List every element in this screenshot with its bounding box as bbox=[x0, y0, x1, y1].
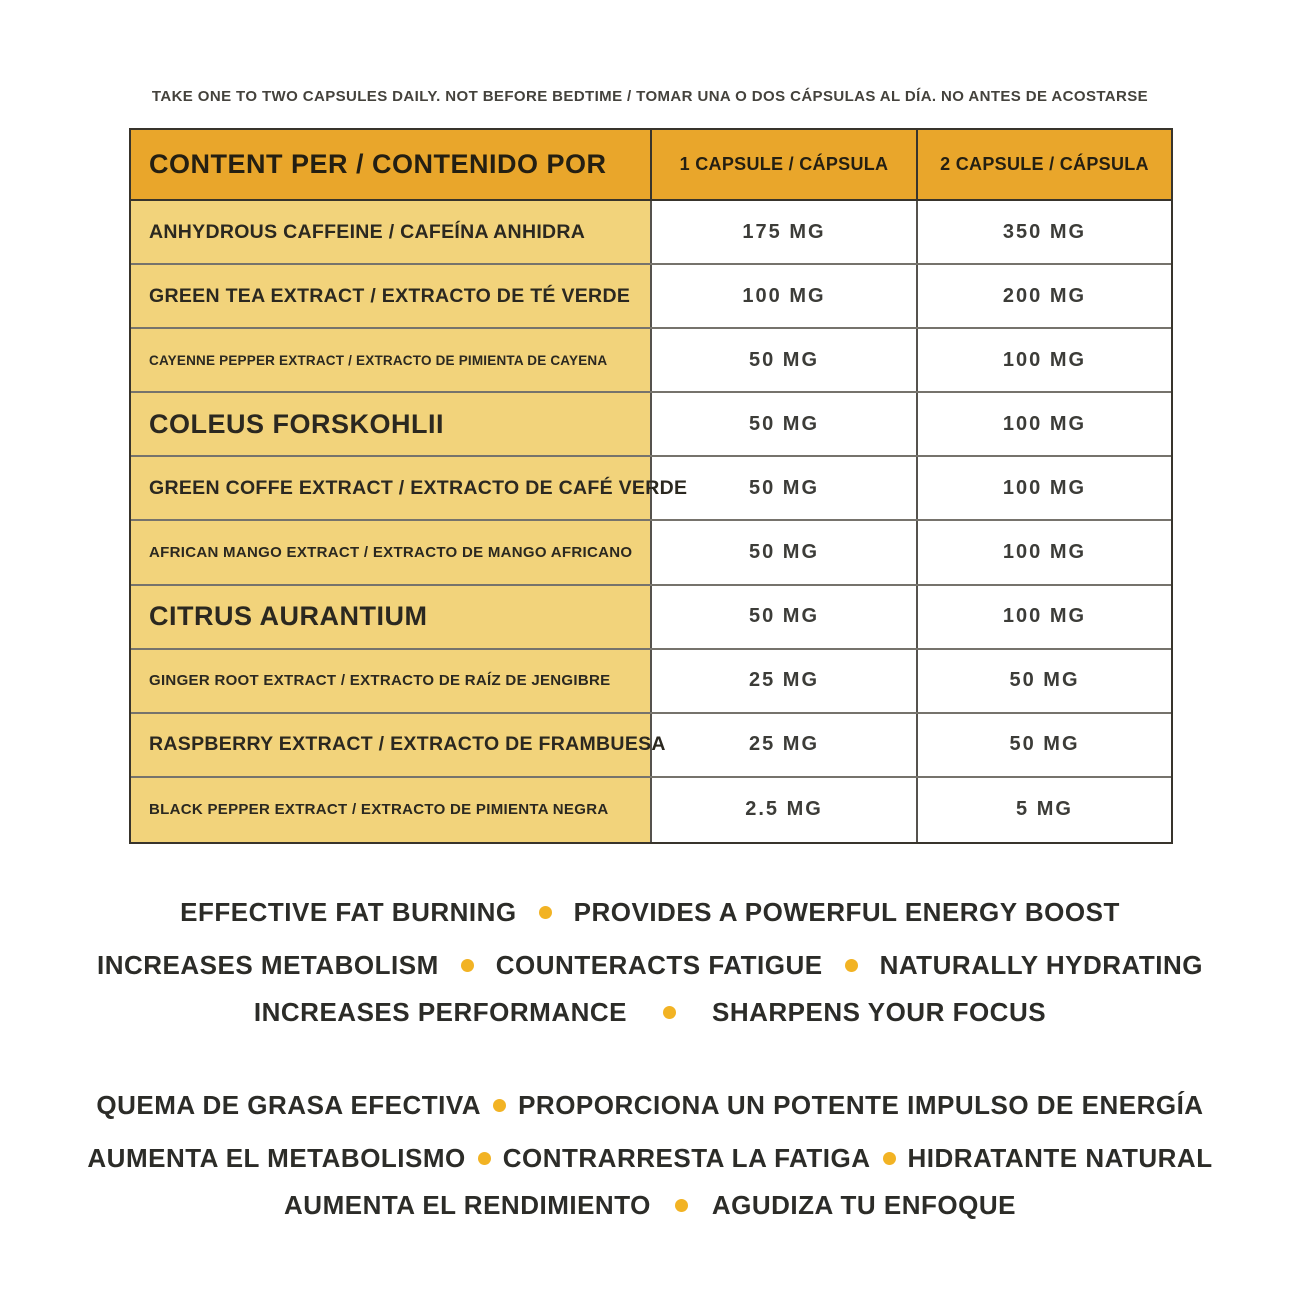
benefit-item: EFFECTIVE FAT BURNING bbox=[180, 897, 517, 927]
benefit-item: AUMENTA EL METABOLISMO bbox=[87, 1143, 466, 1173]
amount-2-capsule: 350 MG bbox=[1002, 220, 1087, 243]
table-row bbox=[131, 714, 1171, 778]
table-row bbox=[131, 586, 1171, 650]
amount-2-capsule: 100 MG bbox=[1002, 605, 1087, 628]
amount-2-capsule: 100 MG bbox=[1002, 348, 1087, 371]
benefit-line bbox=[180, 897, 1120, 927]
bullet-dot-icon bbox=[478, 1152, 491, 1165]
amount-1-capsule: 50 MG bbox=[652, 521, 918, 583]
benefit-item: NATURALLY HYDRATING bbox=[879, 950, 1203, 980]
amount-2-capsule: 100 MG bbox=[1002, 541, 1087, 564]
benefit-item: SHARPENS YOUR FOCUS bbox=[712, 997, 1047, 1027]
col-header-1-capsule: 1 CAPSULE / CÁPSULA bbox=[652, 130, 918, 199]
amount-2-capsule: 50 MG bbox=[1009, 669, 1080, 692]
ingredient-label: GREEN TEA EXTRACT / EXTRACTO DE TÉ VERDE bbox=[131, 265, 652, 327]
benefit-item: QUEMA DE GRASA EFECTIVA bbox=[96, 1090, 482, 1120]
amount-2-capsule: 100 MG bbox=[1002, 476, 1087, 499]
ingredient-label: CAYENNE PEPPER EXTRACT / EXTRACTO DE PIMIENTA DE CAYENA bbox=[131, 329, 652, 391]
amount-2-capsule: 100 MG bbox=[1002, 412, 1087, 435]
table-row bbox=[131, 778, 1171, 842]
dosage-note: TAKE ONE TO TWO CAPSULES DAILY. NOT BEFORE BEDTIME / TOMAR UNA O DOS CÁPSULAS AL DÍA. NO ANTES DE ACOSTARSE bbox=[151, 88, 1149, 105]
ingredient-label: CITRUS AURANTIUM bbox=[131, 586, 652, 648]
bullet-dot-icon bbox=[539, 906, 552, 919]
benefits-spanish bbox=[0, 1090, 1300, 1220]
benefit-item: HIDRATANTE NATURAL bbox=[907, 1143, 1213, 1173]
table-row bbox=[131, 457, 1171, 521]
benefit-item: AUMENTA EL RENDIMIENTO bbox=[284, 1190, 651, 1220]
benefit-line bbox=[284, 1190, 1016, 1220]
benefit-item: INCREASES METABOLISM bbox=[97, 950, 439, 980]
bullet-dot-icon bbox=[845, 959, 858, 972]
benefit-line bbox=[97, 950, 1203, 980]
bullet-dot-icon bbox=[663, 1006, 676, 1019]
content-table bbox=[129, 128, 1173, 844]
benefit-line bbox=[96, 1090, 1203, 1120]
bullet-dot-icon bbox=[461, 959, 474, 972]
table-body bbox=[131, 201, 1171, 842]
table-header-row bbox=[131, 130, 1171, 201]
benefit-line bbox=[87, 1143, 1212, 1173]
ingredient-label: GINGER ROOT EXTRACT / EXTRACTO DE RAÍZ DE JENGIBRE bbox=[131, 650, 652, 712]
amount-1-capsule: 25 MG bbox=[652, 650, 918, 712]
amount-2-capsule: 50 MG bbox=[1009, 733, 1080, 756]
amount-1-capsule: 25 MG bbox=[652, 714, 918, 776]
benefit-item: COUNTERACTS FATIGUE bbox=[495, 950, 823, 980]
ingredient-label: BLACK PEPPER EXTRACT / EXTRACTO DE PIMIENTA NEGRA bbox=[131, 778, 652, 842]
ingredient-label: RASPBERRY EXTRACT / EXTRACTO DE FRAMBUESA bbox=[131, 714, 652, 776]
amount-1-capsule: 50 MG bbox=[652, 393, 918, 455]
table-row bbox=[131, 650, 1171, 714]
benefit-item: AGUDIZA TU ENFOQUE bbox=[711, 1190, 1016, 1220]
benefits-english bbox=[0, 897, 1300, 1027]
benefit-line bbox=[254, 997, 1046, 1027]
amount-1-capsule: 100 MG bbox=[652, 265, 918, 327]
amount-1-capsule: 50 MG bbox=[652, 586, 918, 648]
table-row bbox=[131, 393, 1171, 457]
table-row bbox=[131, 329, 1171, 393]
ingredient-label: COLEUS FORSKOHLII bbox=[131, 393, 652, 455]
ingredient-label: ANHYDROUS CAFFEINE / CAFEÍNA ANHIDRA bbox=[131, 201, 652, 263]
col-header-content: CONTENT PER / CONTENIDO POR bbox=[131, 130, 652, 199]
amount-1-capsule: 175 MG bbox=[652, 201, 918, 263]
ingredient-label: GREEN COFFE EXTRACT / EXTRACTO DE CAFÉ VERDE bbox=[131, 457, 652, 519]
bullet-dot-icon bbox=[493, 1099, 506, 1112]
amount-1-capsule: 50 MG bbox=[652, 329, 918, 391]
benefit-item: PROPORCIONA UN POTENTE IMPULSO DE ENERGÍA bbox=[518, 1090, 1204, 1120]
col-header-2-capsule: 2 CAPSULE / CÁPSULA bbox=[940, 154, 1149, 174]
benefit-item: INCREASES PERFORMANCE bbox=[253, 997, 627, 1027]
bullet-dot-icon bbox=[883, 1152, 896, 1165]
benefit-item: PROVIDES A POWERFUL ENERGY BOOST bbox=[573, 897, 1120, 927]
amount-1-capsule: 50 MG bbox=[652, 457, 918, 519]
table-row bbox=[131, 201, 1171, 265]
amount-2-capsule: 5 MG bbox=[1016, 798, 1073, 821]
bullet-dot-icon bbox=[675, 1199, 688, 1212]
benefit-item: CONTRARRESTA LA FATIGA bbox=[502, 1143, 871, 1173]
table-row bbox=[131, 521, 1171, 585]
amount-2-capsule: 200 MG bbox=[1002, 284, 1087, 307]
amount-1-capsule: 2.5 MG bbox=[652, 778, 918, 842]
ingredient-label: AFRICAN MANGO EXTRACT / EXTRACTO DE MANGO AFRICANO bbox=[131, 521, 652, 583]
table-row bbox=[131, 265, 1171, 329]
